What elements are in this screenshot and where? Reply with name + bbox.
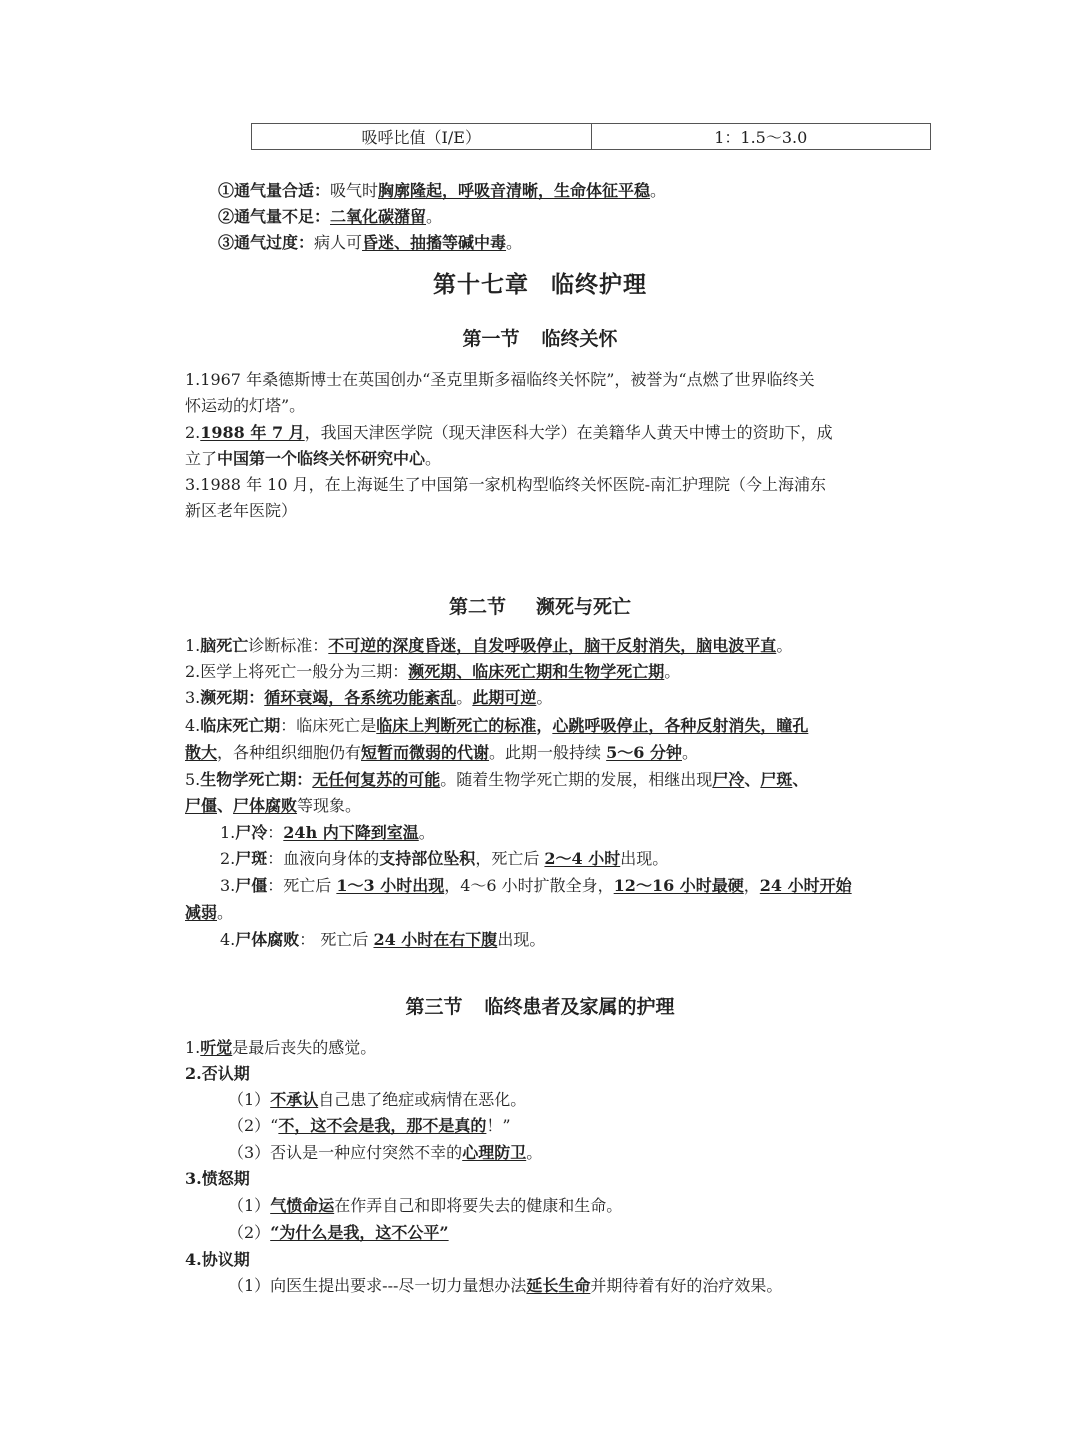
s3-line-1: 1.听觉是最后丧失的感觉。 <box>185 1038 377 1057</box>
s2-line-4-cont: 散大，各种组织细胞仍有短暂而微弱的代谢。此期一般持续 5～6 分钟。 <box>185 743 698 762</box>
s2-sub-3: 3.尸僵：死亡后 1～3 小时出现，4～6 小时扩散全身，12～16 小时最硬，24 小时开始 <box>220 876 852 895</box>
s3-heading-denial: 2.否认期 <box>185 1064 250 1083</box>
section-1-title: 第一节 临终关怀 <box>462 328 618 350</box>
vent-line-3: ③通气过度：病人可昏迷、抽搐等碱中毒。 <box>218 233 523 252</box>
s2-line-1: 1.脑死亡诊断标准：不可逆的深度昏迷，自发呼吸停止，脑干反射消失，脑电波平直。 <box>185 636 793 655</box>
vent-line-2: ②通气量不足：二氧化碳潴留。 <box>218 207 443 226</box>
s3-denial-2: （2）“不，这不会是我，那不是真的！” <box>228 1116 511 1135</box>
section-3-title: 第三节 临终患者及家属的护理 <box>405 996 675 1018</box>
s2-sub-2: 2.尸斑：血液向身体的支持部位坠积，死亡后 2～4 小时出现。 <box>220 849 669 868</box>
s2-line-5: 5.生物学死亡期：无任何复苏的可能。随着生物学死亡期的发展，相继出现尸冷、尸斑、 <box>185 770 809 789</box>
s3-heading-bargain: 4.协议期 <box>185 1250 250 1269</box>
s2-line-4: 4.临床死亡期：临床死亡是临床上判断死亡的标准，心跳呼吸停止，各种反射消失，瞳孔 <box>185 716 809 735</box>
ventilation-table <box>251 123 931 150</box>
s1-para-2: 2.1988 年 7 月，我国天津医学院（现天津医科大学）在美籍华人黄天中博士的资助下，成 <box>185 423 833 442</box>
table-cell-param: 吸呼比值（I/E） <box>361 128 481 147</box>
s3-anger-2: （2）“为什么是我，这不公平” <box>228 1223 449 1242</box>
s2-sub-1: 1.尸冷：24h 内下降到室温。 <box>220 823 435 842</box>
table-cell-value: 1：1.5～3.0 <box>591 124 931 149</box>
s1-para-3-cont: 新区老年医院） <box>185 501 298 520</box>
section-2-title: 第二节 濒死与死亡 <box>448 596 632 618</box>
s1-para-2-cont: 立了中国第一个临终关怀研究中心。 <box>185 449 442 468</box>
s2-sub-4: 4.尸体腐败： 死亡后 24 小时在右下腹出现。 <box>220 930 546 949</box>
s3-bargain-1: （1）向医生提出要求---尽一切力量想办法延长生命并期待着有好的治疗效果。 <box>228 1276 783 1295</box>
s3-denial-1: （1）不承认自己患了绝症或病情在恶化。 <box>228 1090 527 1109</box>
s3-heading-anger: 3.愤怒期 <box>185 1169 250 1188</box>
s2-line-3: 3.濒死期：循环衰竭，各系统功能紊乱。此期可逆。 <box>185 688 553 707</box>
s3-anger-1: （1）气愤命运在作弄自己和即将要失去的健康和生命。 <box>228 1196 623 1215</box>
s2-line-2: 2.医学上将死亡一般分为三期：濒死期、临床死亡期和生物学死亡期。 <box>185 662 681 681</box>
chapter-title: 第十七章 临终护理 <box>433 271 647 298</box>
s2-line-5-cont: 尸僵、尸体腐败等现象。 <box>185 796 362 815</box>
vent-line-1: ①通气量合适：吸气时胸廓隆起，呼吸音清晰，生命体征平稳。 <box>218 181 667 200</box>
s1-para-1: 1.1967 年桑德斯博士在英国创办“圣克里斯多福临终关怀院”，被誉为“点燃了世界临终关 <box>185 370 815 389</box>
s1-para-3: 3.1988 年 10 月，在上海诞生了中国第一家机构型临终关怀医院-南汇护理院（今上海浦东 <box>185 475 827 494</box>
s2-sub-3-cont: 减弱。 <box>185 903 234 922</box>
s1-para-1-cont: 怀运动的灯塔”。 <box>185 396 306 415</box>
s3-denial-3: （3）否认是一种应付突然不幸的心理防卫。 <box>228 1143 543 1162</box>
